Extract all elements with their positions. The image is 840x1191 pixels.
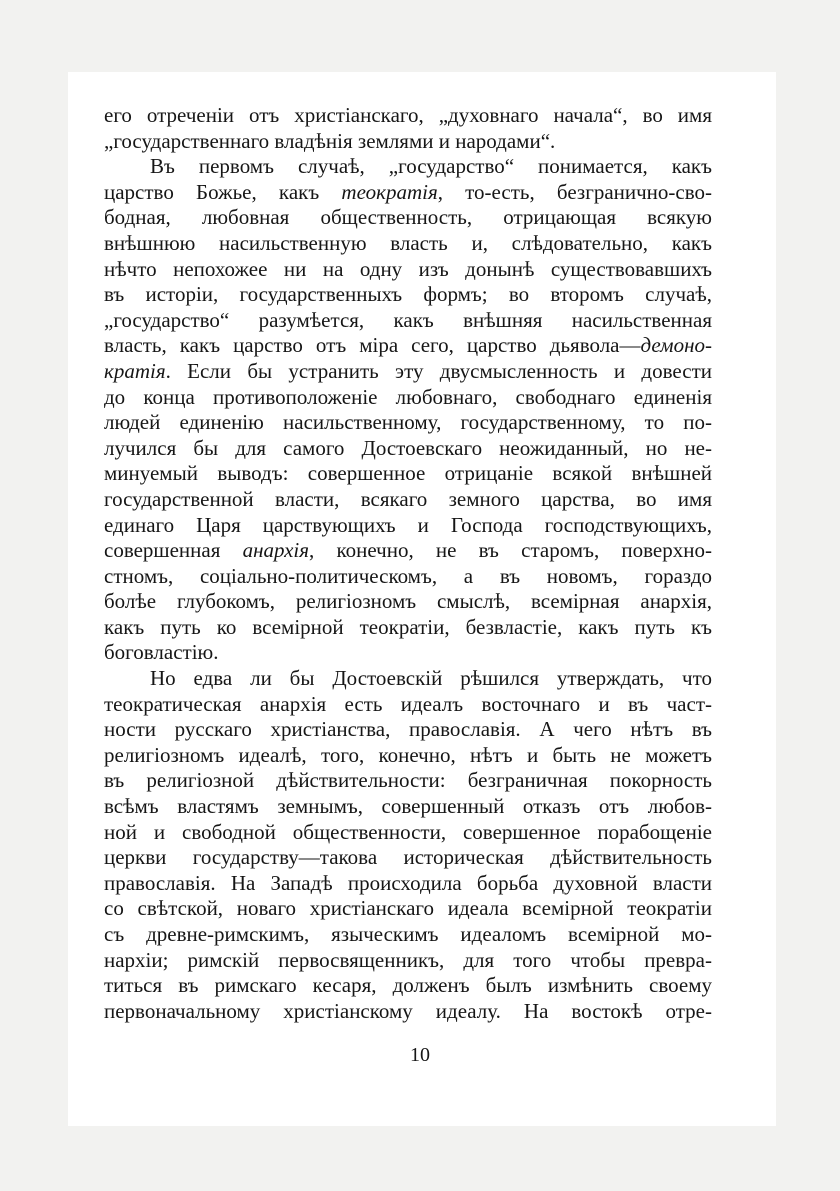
text-line <box>104 717 712 743</box>
text-segment: какъ путь ко всемірной теократіи, безвластіе, какъ путь къ <box>104 614 712 639</box>
text-segment: болѣе глубокомъ, религіозномъ смыслѣ, всемірная анархія, <box>104 589 712 614</box>
text-line <box>104 896 712 922</box>
text-segment: нѣчто непохожее ни на одну изъ донынѣ существовавшихъ <box>104 256 712 281</box>
text-segment: . Если бы устранить эту двусмысленность и довести <box>165 358 712 383</box>
text-segment: ности русскаго христіанства, православія. А чего нѣтъ въ <box>104 717 712 742</box>
text-line <box>104 308 712 334</box>
text-line <box>104 257 712 283</box>
text-line <box>104 129 712 155</box>
text-segment: всѣмъ властямъ земнымъ, совершенный отказъ отъ любов- <box>104 794 712 819</box>
text-segment: его отреченіи отъ христіанскаго, „духовнаго начала“, во имя <box>104 103 712 127</box>
text-line <box>104 180 712 206</box>
text-line <box>104 231 712 257</box>
italic-text: анархія <box>242 538 310 563</box>
text-segment: лучился бы для самого Достоевскаго неожиданный, но не- <box>104 435 712 460</box>
text-line <box>104 103 712 129</box>
text-line <box>104 410 712 436</box>
text-line <box>104 768 712 794</box>
italic-text: кратія <box>104 358 166 383</box>
text-segment: ной и свободной общественности, совершенное порабощеніе <box>104 819 712 844</box>
text-line <box>104 999 712 1025</box>
text-segment: Въ первомъ случаѣ, „государство“ понимается, какъ <box>150 154 712 179</box>
text-segment: теократическая анархія есть идеалъ восточнаго и въ част- <box>104 691 712 716</box>
text-segment: православія. На Западѣ происходила борьба духовной власти <box>104 870 712 895</box>
text-segment: „государство“ разумѣется, какъ внѣшняя насильственная <box>104 307 712 332</box>
text-segment: Но едва ли бы Достоевскій рѣшился утверждать, что <box>150 666 712 691</box>
text-segment: со свѣтской, новаго христіанскаго идеала всемірной теократіи <box>104 896 712 921</box>
text-segment: стномъ, соціально-политическомъ, а въ новомъ, гораздо <box>104 563 712 588</box>
text-line <box>104 922 712 948</box>
text-line <box>104 666 712 692</box>
text-line <box>104 589 712 615</box>
text-line <box>104 154 712 180</box>
text-line <box>104 385 712 411</box>
text-segment: единаго Царя царствующихъ и Господа господствующихъ, <box>104 512 712 537</box>
text-segment: въ религіозной дѣйствительности: безграничная покорность <box>104 768 712 793</box>
text-segment: , то-есть, безгранично-сво- <box>437 179 712 204</box>
italic-text: теократія <box>341 179 438 204</box>
text-segment: „государственнаго владѣнія землями и народами“. <box>104 128 556 153</box>
text-line <box>104 845 712 871</box>
text-line <box>104 794 712 820</box>
text-segment: внѣшнюю насильственную власть и, слѣдовательно, какъ <box>104 230 712 255</box>
text-segment: первоначальному христіанскому идеалу. На востокѣ отре- <box>104 998 712 1023</box>
page-number: 10 <box>410 1044 430 1066</box>
text-segment: боговластію. <box>104 640 219 665</box>
italic-text: демоно- <box>640 333 712 358</box>
text-line <box>104 487 712 513</box>
text-segment: титься въ римскаго кесаря, долженъ былъ измѣнить своему <box>104 973 712 998</box>
text-line <box>104 692 712 718</box>
text-line <box>104 359 712 385</box>
text-segment: власть, какъ царство отъ міра сего, царство дьявола— <box>104 333 641 358</box>
body-text <box>104 103 712 1024</box>
text-line <box>104 871 712 897</box>
text-line <box>104 333 712 359</box>
text-segment: до конца противоположеніе любовнаго, свободнаго единенія <box>104 384 712 409</box>
text-segment: совершенная <box>104 538 243 563</box>
text-line <box>104 436 712 462</box>
text-line <box>104 948 712 974</box>
text-line <box>104 564 712 590</box>
text-segment: царство Божье, какъ <box>104 179 342 204</box>
text-line <box>104 743 712 769</box>
text-segment: людей единенію насильственному, государственному, то по- <box>104 410 712 435</box>
text-segment: , конечно, не въ старомъ, поверхно- <box>309 538 712 563</box>
text-line <box>104 615 712 641</box>
text-segment: въ исторіи, государственныхъ формъ; во второмъ случаѣ, <box>104 282 712 307</box>
text-segment: бодная, любовная общественность, отрицающая всякую <box>104 205 712 230</box>
text-line <box>104 205 712 231</box>
text-segment: нархіи; римскій первосвященникъ, для того чтобы превра- <box>104 947 712 972</box>
text-segment: религіозномъ идеалѣ, того, конечно, нѣтъ и быть не можетъ <box>104 742 712 767</box>
text-segment: церкви государству—такова историческая дѣйствительность <box>104 845 712 870</box>
text-line <box>104 282 712 308</box>
text-line <box>104 820 712 846</box>
text-segment: съ древне-римскимъ, языческимъ идеаломъ всемірной мо- <box>104 922 712 946</box>
text-line <box>104 461 712 487</box>
text-line <box>104 640 712 666</box>
text-line <box>104 973 712 999</box>
text-segment: государственной власти, всякаго земного царства, во имя <box>104 486 712 511</box>
text-line <box>104 513 712 539</box>
text-segment: минуемый выводъ: совершенное отрицаніе всякой внѣшней <box>104 461 712 486</box>
text-line <box>104 538 712 564</box>
